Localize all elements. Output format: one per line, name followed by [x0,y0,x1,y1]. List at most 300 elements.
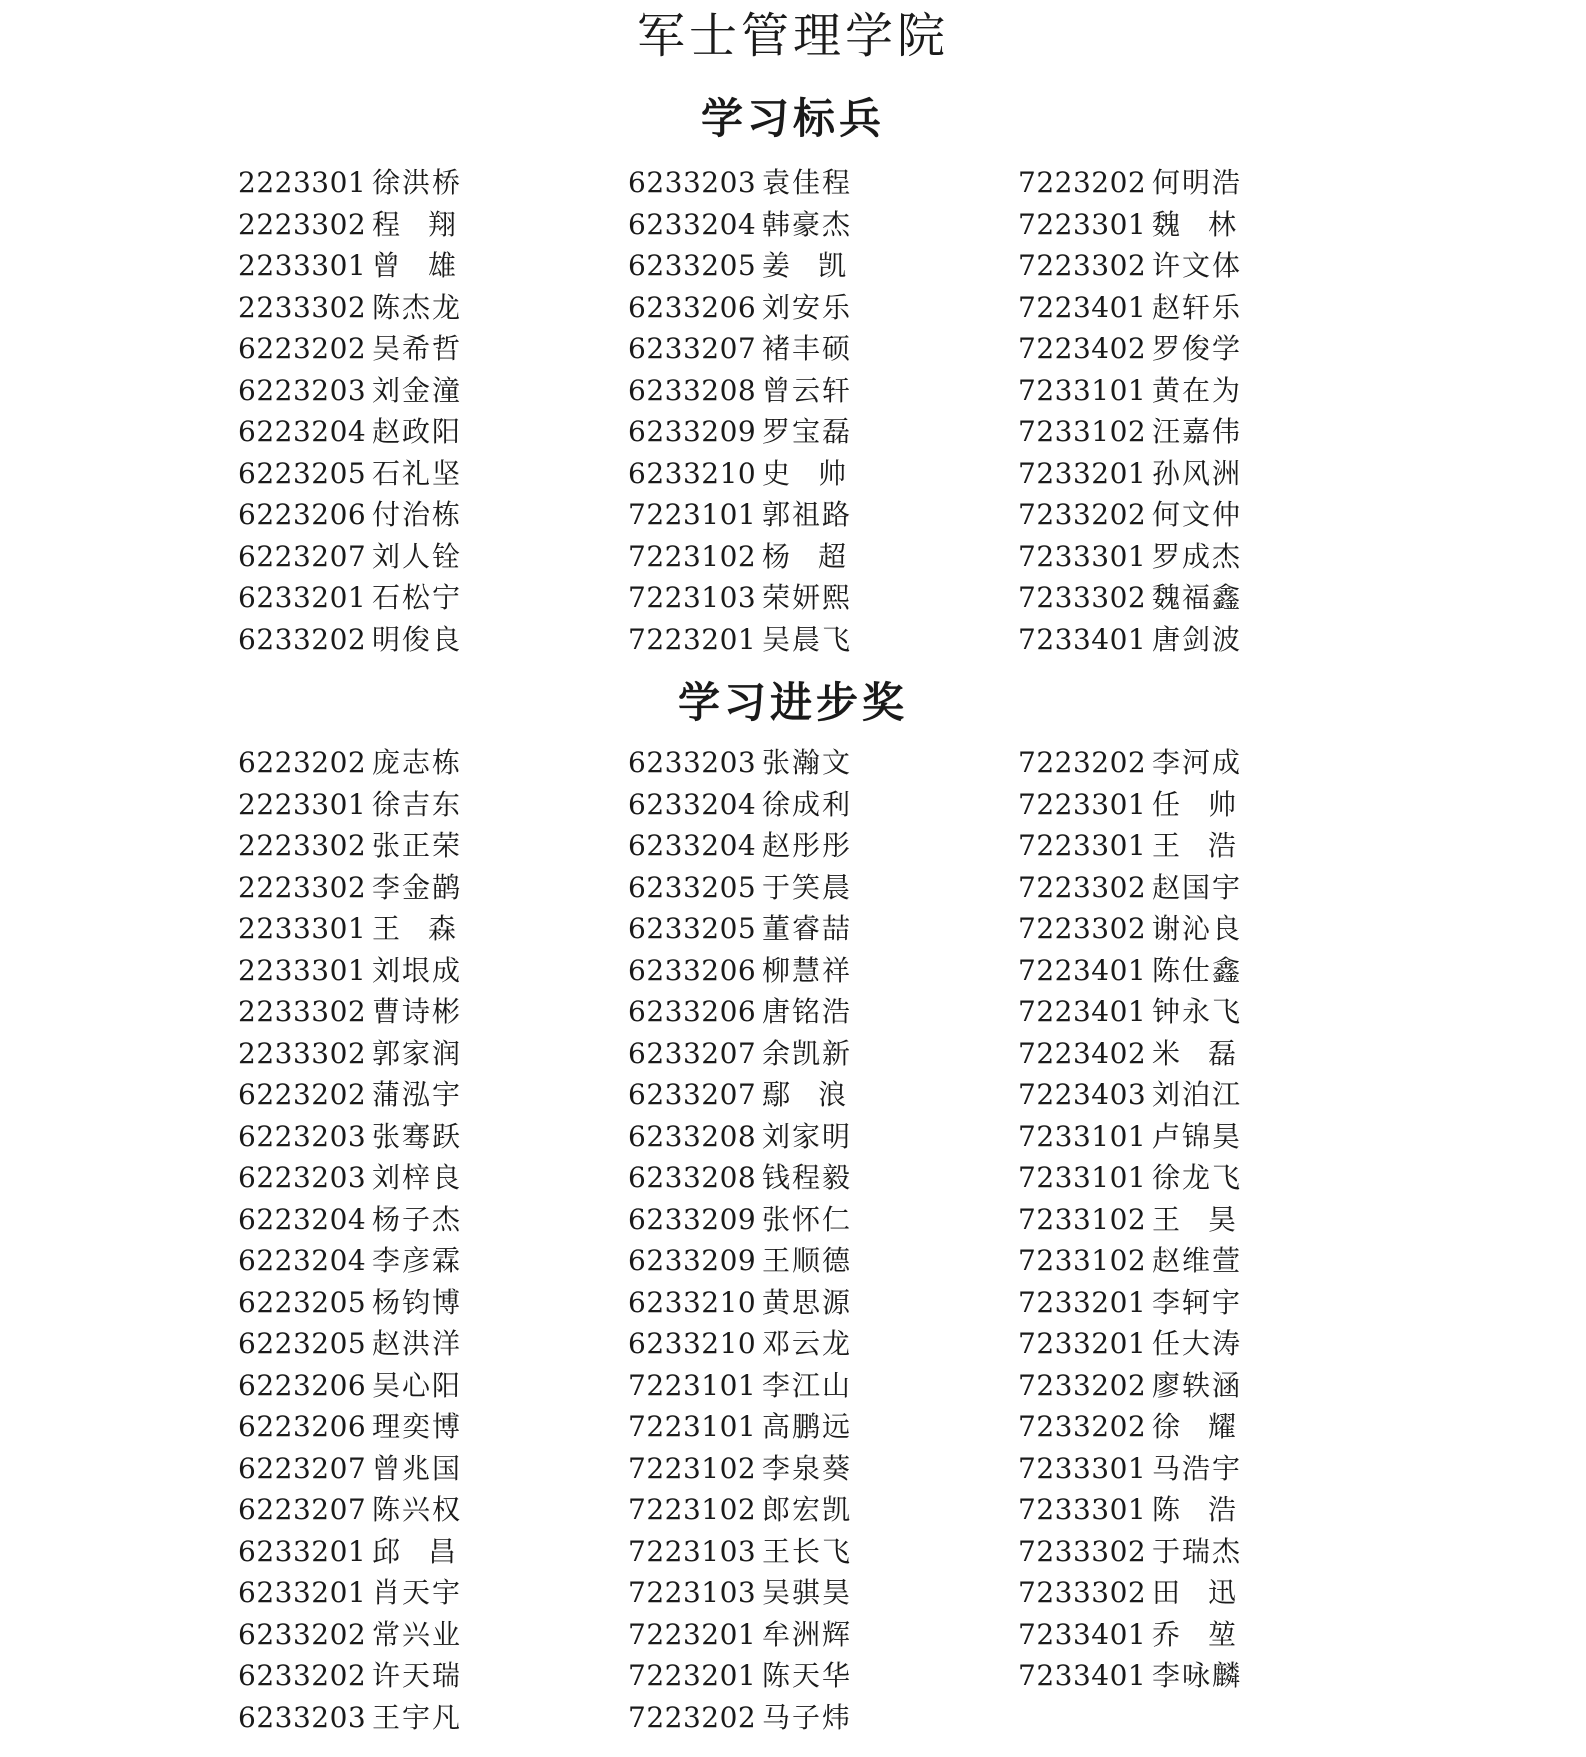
student-name: 王 浩 [1152,829,1238,862]
class-id: 6233207 [628,1036,757,1070]
progress-award-list [238,742,1348,1738]
student-name: 任大涛 [1152,1327,1243,1360]
class-id: 6233208 [628,373,757,407]
class-id: 7233201 [1018,456,1147,490]
list-item [1018,370,1348,412]
class-id: 6223204 [238,1202,367,1236]
class-id: 7223302 [1018,249,1147,282]
class-id: 6233204 [628,787,757,821]
class-id: 7223202 [1018,166,1147,199]
class-id: 6233205 [628,912,757,945]
class-id: 7233202 [1018,1368,1147,1402]
list-item [1018,536,1348,578]
class-id: 7223102 [628,539,757,573]
class-id: 7233201 [1018,1327,1147,1360]
student-name: 明俊良 [372,622,463,656]
list-item [1018,1365,1348,1407]
student-name: 韩豪杰 [762,207,853,241]
list-item [238,1531,628,1573]
student-name: 赵彤彤 [762,829,853,862]
class-id: 2223302 [238,870,367,904]
list-item [1018,1614,1348,1656]
list-item [628,825,1018,867]
list-item [238,1116,628,1158]
student-name: 姜 凯 [762,249,848,282]
student-name: 刘人铨 [372,539,463,573]
student-name: 陈 浩 [1152,1493,1238,1526]
student-name: 邱 昌 [372,1534,458,1568]
list-item [628,867,1018,909]
student-name: 王宇凡 [372,1700,463,1734]
student-name: 马浩宇 [1152,1451,1243,1485]
list-item [238,1282,628,1324]
student-name: 魏 林 [1152,207,1238,241]
student-name: 孙风洲 [1152,456,1243,490]
class-id: 6233209 [628,1202,757,1236]
student-name: 赵政阳 [372,415,463,448]
class-id: 7223401 [1018,290,1147,324]
list-item [1018,991,1348,1033]
list-item [1018,453,1348,495]
student-name: 于瑞杰 [1152,1534,1243,1568]
student-name: 刘垠成 [372,953,463,987]
student-name: 魏福鑫 [1152,581,1243,614]
student-name: 刘安乐 [762,290,853,324]
class-id: 6223206 [238,1410,367,1443]
class-id: 6233202 [238,622,367,656]
class-id: 7233301 [1018,1451,1147,1485]
student-name: 褚丰硕 [762,332,853,365]
list-item [238,1572,628,1614]
list-item [1018,287,1348,329]
list-item [1018,1323,1348,1365]
student-name: 石松宁 [372,581,463,614]
student-name: 徐吉东 [372,787,463,821]
student-name: 陈杰龙 [372,290,463,324]
student-name: 王长飞 [762,1534,853,1568]
student-name: 柳慧祥 [762,953,853,987]
class-id: 7223302 [1018,912,1147,945]
student-name: 郎宏凯 [762,1493,853,1526]
class-id: 7223102 [628,1451,757,1485]
class-id: 6233206 [628,953,757,987]
list-item [1018,867,1348,909]
student-name: 程 翔 [372,207,458,241]
list-item [1018,1282,1348,1324]
class-id: 7223101 [628,1410,757,1443]
student-name: 付治栋 [372,498,463,531]
student-name: 刘泊江 [1152,1078,1243,1111]
class-id: 6233205 [628,249,757,282]
class-id: 7223201 [628,1617,757,1651]
student-name: 袁佳程 [762,166,853,199]
list-item [1018,1489,1348,1531]
list-item [628,453,1018,495]
list-item [238,287,628,329]
class-id: 6223202 [238,332,367,365]
student-name: 邓云龙 [762,1327,853,1360]
list-item [1018,1572,1348,1614]
list-item [238,1655,628,1697]
class-id: 6223202 [238,746,367,779]
class-id: 7233302 [1018,1576,1147,1609]
student-name: 于笑晨 [762,870,853,904]
student-name: 曾兆国 [372,1451,463,1485]
list-item [238,411,628,453]
student-name: 石礼坚 [372,456,463,490]
list-item [238,1033,628,1075]
list-item [628,245,1018,287]
class-id: 6233204 [628,829,757,862]
list-item [1018,1033,1348,1075]
list-item [1018,411,1348,453]
class-id: 7223302 [1018,870,1147,904]
student-name: 张瀚文 [762,746,853,779]
class-id: 6233210 [628,1327,757,1360]
class-id: 6233201 [238,581,367,614]
student-name: 赵轩乐 [1152,290,1243,324]
student-name: 刘梓良 [372,1161,463,1194]
class-id: 6223206 [238,498,367,531]
student-name: 王 昊 [1152,1202,1238,1236]
list-item [628,742,1018,784]
student-name: 吴晨飞 [762,622,853,656]
student-name: 常兴业 [372,1617,463,1651]
student-name: 乔 堃 [1152,1617,1238,1651]
student-name: 李轲宇 [1152,1285,1243,1319]
class-id: 2233302 [238,1036,367,1070]
list-item [1018,1199,1348,1241]
class-id: 7223202 [628,1700,757,1734]
list-item [238,619,628,661]
list-item [238,742,628,784]
list-item [238,453,628,495]
student-name: 徐洪桥 [372,166,463,199]
student-name: 徐 耀 [1152,1410,1238,1443]
class-id: 2233301 [238,912,367,945]
list-item [1018,1116,1348,1158]
list-item [238,1199,628,1241]
class-id: 6233206 [628,290,757,324]
student-name: 王 森 [372,912,458,945]
student-name: 卢锦昊 [1152,1119,1243,1153]
student-name: 钱程毅 [762,1161,853,1194]
student-name: 李河成 [1152,746,1243,779]
list-item [628,1614,1018,1656]
class-id: 6223205 [238,1285,367,1319]
student-name: 黄在为 [1152,373,1243,407]
student-name: 陈天华 [762,1659,853,1692]
class-id: 7233102 [1018,1202,1147,1236]
list-item [238,204,628,246]
class-id: 7223402 [1018,1036,1147,1070]
list-item [628,1448,1018,1490]
student-name: 任 帅 [1152,787,1238,821]
list-item [628,577,1018,619]
student-name: 余凯新 [762,1036,853,1070]
class-id: 7233401 [1018,1659,1147,1692]
class-id: 6233210 [628,456,757,490]
list-item [628,1572,1018,1614]
student-name: 何明浩 [1152,166,1243,199]
student-name: 赵维萱 [1152,1244,1243,1277]
class-id: 2223302 [238,829,367,862]
class-id: 6233202 [238,1617,367,1651]
list-item [1018,619,1348,661]
list-item [238,494,628,536]
list-item [238,1365,628,1407]
class-id: 7223103 [628,1576,757,1609]
list-item [238,328,628,370]
class-id: 7223402 [1018,332,1147,365]
list-item [1018,577,1348,619]
class-id: 6233203 [628,746,757,779]
list-item [1018,1448,1348,1490]
list-item [628,204,1018,246]
class-id: 2233301 [238,249,367,282]
list-item [1018,204,1348,246]
student-name: 马子炜 [762,1700,853,1734]
list-item [628,908,1018,950]
class-id: 6233202 [238,1659,367,1692]
class-id: 7233301 [1018,539,1147,573]
list-item [238,1157,628,1199]
list-item [238,1406,628,1448]
list-item [1018,1240,1348,1282]
exemplar-list [238,162,1348,660]
class-id: 7233302 [1018,1534,1147,1568]
list-item [238,867,628,909]
list-item [1018,784,1348,826]
list-item [238,1074,628,1116]
list-item [628,162,1018,204]
student-name: 许文体 [1152,249,1243,282]
list-item [628,1697,1018,1739]
class-id: 7223201 [628,1659,757,1692]
list-item [628,1199,1018,1241]
list-item [1018,245,1348,287]
class-id: 7233102 [1018,1244,1147,1277]
class-id: 7223201 [628,622,757,656]
class-id: 6223204 [238,1244,367,1277]
class-id: 7223102 [628,1493,757,1526]
student-name: 田 迅 [1152,1576,1238,1609]
class-id: 7233202 [1018,1410,1147,1443]
student-name: 许天瑞 [372,1659,463,1692]
student-name: 徐龙飞 [1152,1161,1243,1194]
class-id: 6233201 [238,1534,367,1568]
student-name: 钟永飞 [1152,995,1243,1028]
student-name: 李泉葵 [762,1451,853,1485]
class-id: 7233101 [1018,1119,1147,1153]
class-id: 7233401 [1018,622,1147,656]
class-id: 6233203 [628,166,757,199]
class-id: 6223203 [238,1119,367,1153]
list-item [238,1323,628,1365]
list-item [238,1240,628,1282]
student-name: 牟洲辉 [762,1617,853,1651]
section-heading-progress-award: 学习进步奖 [677,678,908,727]
student-name: 赵国宇 [1152,870,1243,904]
class-id: 6223207 [238,1493,367,1526]
class-id: 7223103 [628,1534,757,1568]
list-item [1018,742,1348,784]
class-id: 6223207 [238,539,367,573]
student-name: 汪嘉伟 [1152,415,1243,448]
student-name: 刘金潼 [372,373,463,407]
list-item [628,619,1018,661]
class-id: 6233210 [628,1285,757,1319]
list-item [238,908,628,950]
student-name: 张正荣 [372,829,463,862]
student-name: 曾 雄 [372,249,458,282]
student-name: 肖天宇 [372,1576,463,1609]
list-item [628,1655,1018,1697]
class-id: 7223101 [628,498,757,531]
list-item [628,536,1018,578]
student-name: 唐铭浩 [762,995,853,1028]
class-id: 7223202 [1018,746,1147,779]
student-name: 史 帅 [762,456,848,490]
list-item [628,1489,1018,1531]
class-id: 7233101 [1018,1161,1147,1194]
list-item [238,370,628,412]
class-id: 6233208 [628,1161,757,1194]
student-name: 黄思源 [762,1285,853,1319]
student-name: 吴希哲 [372,332,463,365]
student-name: 李江山 [762,1368,853,1402]
student-name: 李彦霖 [372,1244,463,1277]
list-item [628,1282,1018,1324]
class-id: 2233302 [238,290,367,324]
class-id: 6223207 [238,1451,367,1485]
list-item [1018,494,1348,536]
list-item [1018,1531,1348,1573]
student-name: 张骞跃 [372,1119,463,1153]
class-id: 7233202 [1018,498,1147,531]
class-id: 7233401 [1018,1617,1147,1651]
student-name: 陈兴权 [372,1493,463,1526]
list-item [628,1323,1018,1365]
student-name: 荣妍熙 [762,581,853,614]
student-name: 郭祖路 [762,498,853,531]
class-id: 6233208 [628,1119,757,1153]
student-name: 鄢 浪 [762,1078,848,1111]
class-id: 2233301 [238,953,367,987]
list-item [238,1448,628,1490]
class-id: 6233201 [238,1576,367,1609]
class-id: 7223101 [628,1368,757,1402]
list-item [628,1240,1018,1282]
list-item [238,991,628,1033]
student-name: 赵洪洋 [372,1327,463,1360]
class-id: 6233203 [238,1700,367,1734]
list-item [238,1614,628,1656]
student-name: 曹诗彬 [372,995,463,1028]
class-id: 7233301 [1018,1493,1147,1526]
list-item [628,328,1018,370]
class-id: 2223301 [238,787,367,821]
class-id: 7233101 [1018,373,1147,407]
list-item [628,1365,1018,1407]
class-id: 7223301 [1018,787,1147,821]
list-item [628,1116,1018,1158]
class-id: 7223301 [1018,207,1147,241]
list-item [628,1074,1018,1116]
list-item [1018,1406,1348,1448]
student-name: 高鹏远 [762,1410,853,1443]
student-name: 郭家润 [372,1036,463,1070]
list-item [628,1157,1018,1199]
list-item [1018,1655,1348,1697]
student-name: 董睿喆 [762,912,853,945]
class-id: 6223202 [238,1078,367,1111]
student-name: 理奕博 [372,1410,463,1443]
class-id: 6233207 [628,1078,757,1111]
list-item [628,1531,1018,1573]
student-name: 米 磊 [1152,1036,1238,1070]
student-name: 吴骐昊 [762,1576,853,1609]
class-id: 6233206 [628,995,757,1028]
class-id: 6223203 [238,373,367,407]
list-item [238,536,628,578]
list-item [238,950,628,992]
student-name: 庞志栋 [372,746,463,779]
class-id: 6233204 [628,207,757,241]
list-item [238,825,628,867]
class-id: 6233209 [628,1244,757,1277]
list-item [238,1697,628,1739]
student-name: 曾云轩 [762,373,853,407]
class-id: 7223103 [628,581,757,614]
class-id: 7223403 [1018,1078,1147,1111]
list-item [1018,1157,1348,1199]
list-item [628,950,1018,992]
list-item [628,287,1018,329]
list-item [1018,950,1348,992]
student-name: 何文仲 [1152,498,1243,531]
list-item [238,162,628,204]
class-id: 6233209 [628,415,757,448]
list-item [238,1489,628,1531]
student-name: 杨钧博 [372,1285,463,1319]
class-id: 7233302 [1018,581,1147,614]
class-id: 7223401 [1018,995,1147,1028]
class-id: 7233201 [1018,1285,1147,1319]
class-id: 6223205 [238,1327,367,1360]
class-id: 2223302 [238,207,367,241]
list-item [1018,908,1348,950]
list-item [628,370,1018,412]
list-item [628,991,1018,1033]
student-name: 谢沁良 [1152,912,1243,945]
class-id: 7223401 [1018,953,1147,987]
list-item [628,411,1018,453]
student-name: 李咏麟 [1152,1659,1243,1692]
student-name: 吴心阳 [372,1368,463,1402]
list-item [628,1406,1018,1448]
list-item [1018,162,1348,204]
class-id: 7223301 [1018,829,1147,862]
student-name: 蒲泓宇 [372,1078,463,1111]
student-name: 陈仕鑫 [1152,953,1243,987]
list-item [238,784,628,826]
class-id: 6233205 [628,870,757,904]
student-name: 刘家明 [762,1119,853,1153]
student-name: 唐剑波 [1152,622,1243,656]
student-name: 徐成利 [762,787,853,821]
class-id: 6233207 [628,332,757,365]
